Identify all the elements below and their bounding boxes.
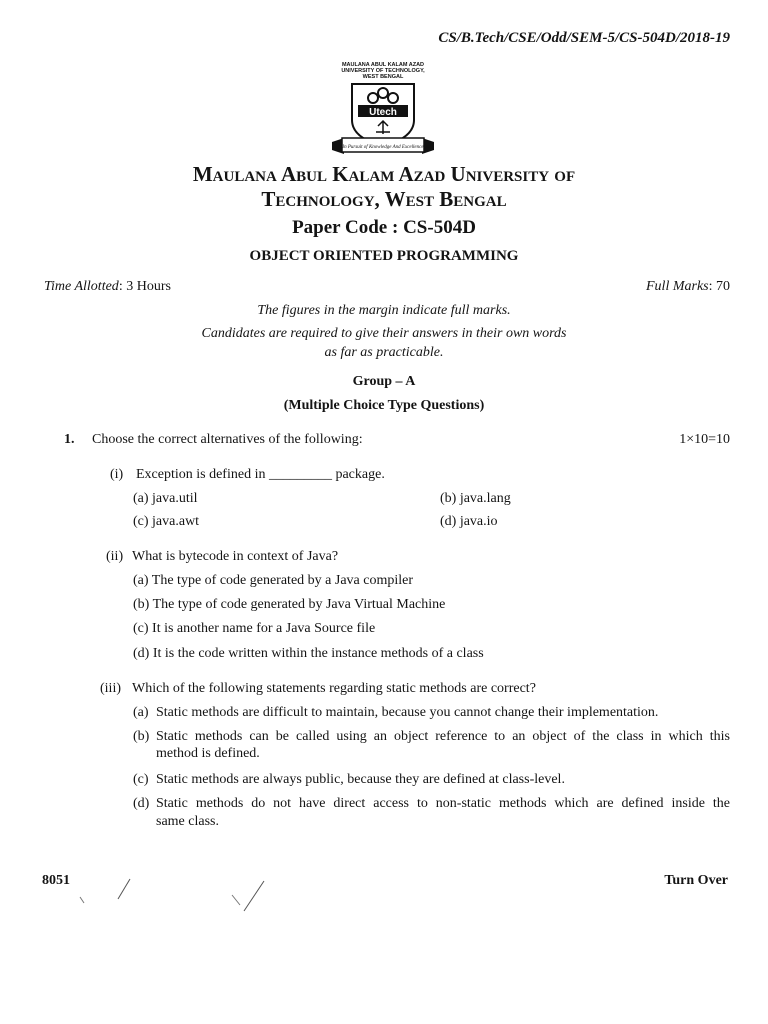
sub-question-text: Exception is defined in _________ package. [136, 467, 385, 482]
university-name-line-1: Maulana Abul Kalam Azad University of [192, 162, 576, 186]
instruction-line-1: The figures in the margin indicate full marks. [257, 303, 511, 318]
logo-line-2: UNIVERSITY OF TECHNOLOGY, [341, 68, 425, 74]
option-c: Static methods are always public, because they are defined at class-level. [156, 772, 565, 787]
instruction-line-3: as far as practicable. [324, 345, 444, 360]
logo-line-1: MAULANA ABUL KALAM AZAD [341, 62, 425, 68]
option-b-line-1: Static methods can be called using an object reference to an object of the class in which this [156, 729, 730, 744]
option-b-line-2: method is defined. [156, 746, 260, 761]
option-b: (b) The type of code generated by Java Virtual Machine [133, 597, 446, 612]
paper-serial-code: 8051 [42, 873, 70, 888]
university-name-line-2: Technology, West Bengal [261, 187, 507, 211]
option-c: (c) It is another name for a Java Source file [133, 621, 376, 636]
marks-label: Full Marks [646, 279, 709, 294]
subject-title: OBJECT ORIENTED PROGRAMMING [249, 248, 519, 264]
scan-marks [70, 875, 290, 915]
time-allotted [44, 279, 171, 295]
sub-question-number: (ii) [106, 549, 124, 564]
option-d: (d) java.io [440, 514, 498, 529]
shield-emblem-icon [318, 80, 448, 162]
sub-question-number: (iii) [100, 681, 121, 696]
sub-question-text: Which of the following statements regarding static methods are correct? [132, 681, 536, 696]
logo-word: Utech [369, 107, 397, 118]
time-label: Time Allotted [44, 279, 119, 294]
group-subtitle: (Multiple Choice Type Questions) [283, 398, 485, 413]
option-b-label: (b) [133, 729, 150, 744]
question-number: 1. [64, 432, 75, 447]
group-title: Group – A [352, 374, 416, 389]
option-c-label: (c) [133, 772, 149, 787]
instruction-line-2: Candidates are required to give their answers in their own words [201, 326, 567, 341]
option-a: (a) java.util [133, 491, 198, 506]
logo-line-3: WEST BENGAL [362, 74, 404, 80]
option-d: (d) It is the code written within the instance methods of a class [133, 646, 484, 661]
sub-question-text: What is bytecode in context of Java? [132, 549, 339, 564]
option-b: (b) java.lang [440, 491, 511, 506]
sub-question-number: (i) [110, 467, 124, 482]
option-d-line-1: Static methods do not have direct access to non-static methods which are defined inside the [156, 796, 730, 811]
option-c: (c) java.awt [133, 514, 200, 529]
option-a: (a) The type of code generated by a Java compiler [133, 573, 413, 588]
option-d-line-2: same class. [156, 814, 219, 829]
university-logo [318, 62, 448, 162]
answer-blank: _________ [268, 467, 332, 482]
question-text: Choose the correct alternatives of the following: [92, 432, 363, 447]
option-a: Static methods are difficult to maintain, because you cannot change their implementation. [156, 705, 659, 720]
paper-reference-code: CS/B.Tech/CSE/Odd/SEM-5/CS-504D/2018-19 [438, 30, 730, 46]
question-marks: 1×10=10 [679, 432, 730, 447]
full-marks [646, 279, 730, 295]
turn-over-note: Turn Over [664, 873, 728, 888]
paper-code: Paper Code : CS-504D [292, 217, 476, 238]
logo-motto: In Pursuit of Knowledge And Excellence [342, 145, 424, 150]
time-value: : 3 Hours [118, 279, 171, 294]
option-a-label: (a) [133, 705, 149, 720]
option-d-label: (d) [133, 796, 150, 811]
marks-value: : 70 [708, 279, 730, 294]
